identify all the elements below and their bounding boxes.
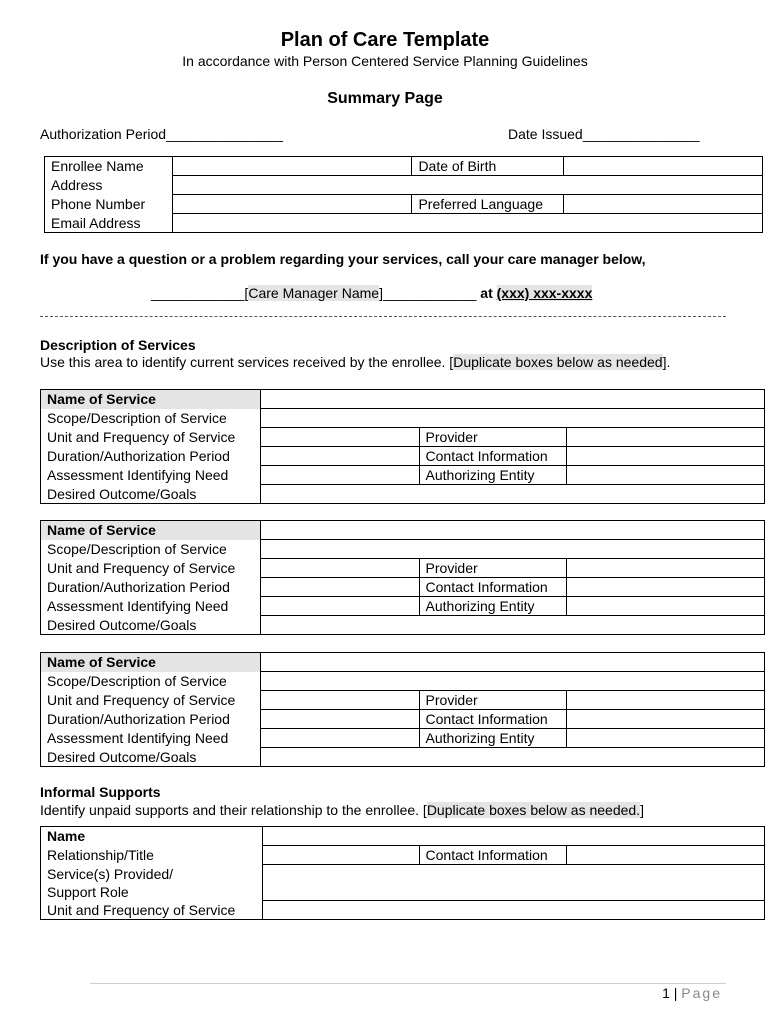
service-table (40, 520, 765, 635)
support-name-cell[interactable] (262, 827, 764, 846)
page-label: Page (681, 985, 722, 1001)
support-unit-frequency-cell[interactable] (262, 901, 764, 920)
duration-cell[interactable] (260, 578, 419, 597)
desired-outcome-label: Desired Outcome/Goals (41, 748, 261, 767)
contact-information-cell[interactable] (567, 710, 765, 729)
unit-frequency-cell[interactable] (260, 559, 419, 578)
relationship-label: Relationship/Title (41, 846, 263, 865)
name-of-service-cell[interactable] (260, 390, 764, 409)
services-instruction-end: ]. (662, 354, 671, 370)
contact-information-cell[interactable] (567, 578, 765, 597)
address-cell[interactable] (172, 176, 762, 195)
duration-label: Duration/Authorization Period (41, 578, 261, 597)
support-name-label: Name (41, 827, 263, 846)
provider-cell[interactable] (567, 428, 765, 447)
informal-duplicate-note: Duplicate boxes below as needed. (426, 802, 641, 818)
scope-cell[interactable] (260, 409, 764, 428)
assessment-cell[interactable] (260, 597, 419, 616)
provider-cell[interactable] (567, 559, 765, 578)
authorization-period-field[interactable]: Authorization Period_______________ (40, 126, 283, 142)
support-contact-label: Contact Information (419, 846, 567, 865)
scope-label: Scope/Description of Service (41, 672, 261, 691)
email-address-label: Email Address (45, 214, 173, 233)
duration-label: Duration/Authorization Period (41, 710, 261, 729)
care-manager-at: at (476, 285, 497, 301)
services-provided-cell[interactable] (262, 865, 764, 901)
scope-label: Scope/Description of Service (41, 409, 261, 428)
contact-information-label: Contact Information (419, 447, 567, 466)
support-contact-cell[interactable] (567, 846, 765, 865)
contact-information-cell[interactable] (567, 447, 765, 466)
provider-cell[interactable] (567, 691, 765, 710)
document-subtitle: In accordance with Person Centered Service Planning Guidelines (182, 53, 588, 69)
scope-cell[interactable] (260, 540, 764, 559)
name-of-service-cell[interactable] (260, 653, 764, 672)
care-manager-blank-right: ]____________ (379, 285, 477, 301)
page-number-value: 1 (662, 985, 670, 1001)
scope-cell[interactable] (260, 672, 764, 691)
assessment-label: Assessment Identifying Need (41, 466, 261, 485)
name-of-service-label: Name of Service (41, 521, 261, 540)
desired-outcome-cell[interactable] (260, 485, 764, 504)
unit-frequency-cell[interactable] (260, 691, 419, 710)
page-separator: | (669, 985, 682, 1001)
page-number (662, 985, 722, 1001)
name-of-service-label: Name of Service (41, 653, 261, 672)
email-address-cell[interactable] (172, 214, 762, 233)
contact-information-label: Contact Information (419, 578, 567, 597)
provider-label: Provider (419, 428, 567, 447)
authorizing-entity-cell[interactable] (567, 729, 765, 748)
scope-label: Scope/Description of Service (41, 540, 261, 559)
unit-frequency-cell[interactable] (260, 428, 419, 447)
authorizing-entity-cell[interactable] (567, 466, 765, 485)
relationship-cell[interactable] (262, 846, 419, 865)
authorizing-entity-label: Authorizing Entity (419, 729, 567, 748)
authorizing-entity-cell[interactable] (567, 597, 765, 616)
unit-frequency-label: Unit and Frequency of Service (41, 691, 261, 710)
unit-frequency-label: Unit and Frequency of Service (41, 559, 261, 578)
duration-label: Duration/Authorization Period (41, 447, 261, 466)
enrollee-info-table (44, 156, 763, 233)
care-manager-question: If you have a question or a problem regarding your services, call your care manager below, (40, 251, 646, 267)
name-of-service-cell[interactable] (260, 521, 764, 540)
informal-instruction-text: Identify unpaid supports and their relationship to the enrollee. [ (40, 802, 427, 818)
name-of-service-label: Name of Service (41, 390, 261, 409)
informal-instruction-end: ] (640, 802, 644, 818)
preferred-language-label: Preferred Language (412, 195, 564, 214)
services-provided-line: Service(s) Provided/ (47, 865, 174, 882)
service-table (40, 389, 765, 504)
desired-outcome-label: Desired Outcome/Goals (41, 485, 261, 504)
assessment-label: Assessment Identifying Need (41, 597, 261, 616)
support-unit-frequency-label: Unit and Frequency of Service (41, 901, 263, 920)
care-manager-blank-left: ____________[ (151, 285, 249, 301)
footer-divider (90, 983, 726, 984)
services-provided-label (41, 865, 263, 901)
assessment-cell[interactable] (260, 729, 419, 748)
services-instruction (40, 354, 670, 370)
unit-frequency-label: Unit and Frequency of Service (41, 428, 261, 447)
desired-outcome-cell[interactable] (260, 748, 764, 767)
authorizing-entity-label: Authorizing Entity (419, 466, 567, 485)
document-title: Plan of Care Template (280, 29, 490, 51)
provider-label: Provider (419, 691, 567, 710)
summary-heading: Summary Page (327, 90, 443, 107)
assessment-cell[interactable] (260, 466, 419, 485)
phone-number-cell[interactable] (172, 195, 411, 214)
care-manager-name[interactable]: Care Manager Name (248, 285, 380, 301)
enrollee-name-cell[interactable] (172, 157, 411, 176)
duration-cell[interactable] (260, 447, 419, 466)
date-issued-field[interactable]: Date Issued_______________ (508, 126, 700, 142)
desired-outcome-label: Desired Outcome/Goals (41, 616, 261, 635)
provider-label: Provider (419, 559, 567, 578)
services-duplicate-note: Duplicate boxes below as needed (453, 354, 663, 370)
desired-outcome-cell[interactable] (260, 616, 764, 635)
services-heading: Description of Services (40, 337, 196, 353)
informal-supports-heading: Informal Supports (40, 784, 161, 800)
date-of-birth-label: Date of Birth (412, 157, 564, 176)
informal-supports-table (40, 826, 765, 920)
care-manager-line (151, 285, 592, 301)
service-table (40, 652, 765, 767)
informal-supports-instruction (40, 802, 644, 818)
care-manager-phone[interactable]: (xxx) xxx-xxxx (496, 285, 593, 301)
phone-number-label: Phone Number (45, 195, 173, 214)
assessment-label: Assessment Identifying Need (41, 729, 261, 748)
services-instruction-text: Use this area to identify current services received by the enrollee. [ (40, 354, 454, 370)
date-of-birth-cell[interactable] (564, 157, 763, 176)
preferred-language-cell[interactable] (564, 195, 763, 214)
support-role-line: Support Role (47, 883, 129, 900)
enrollee-name-label: Enrollee Name (45, 157, 173, 176)
address-label: Address (45, 176, 173, 195)
contact-information-label: Contact Information (419, 710, 567, 729)
section-divider (40, 316, 726, 317)
duration-cell[interactable] (260, 710, 419, 729)
authorizing-entity-label: Authorizing Entity (419, 597, 567, 616)
